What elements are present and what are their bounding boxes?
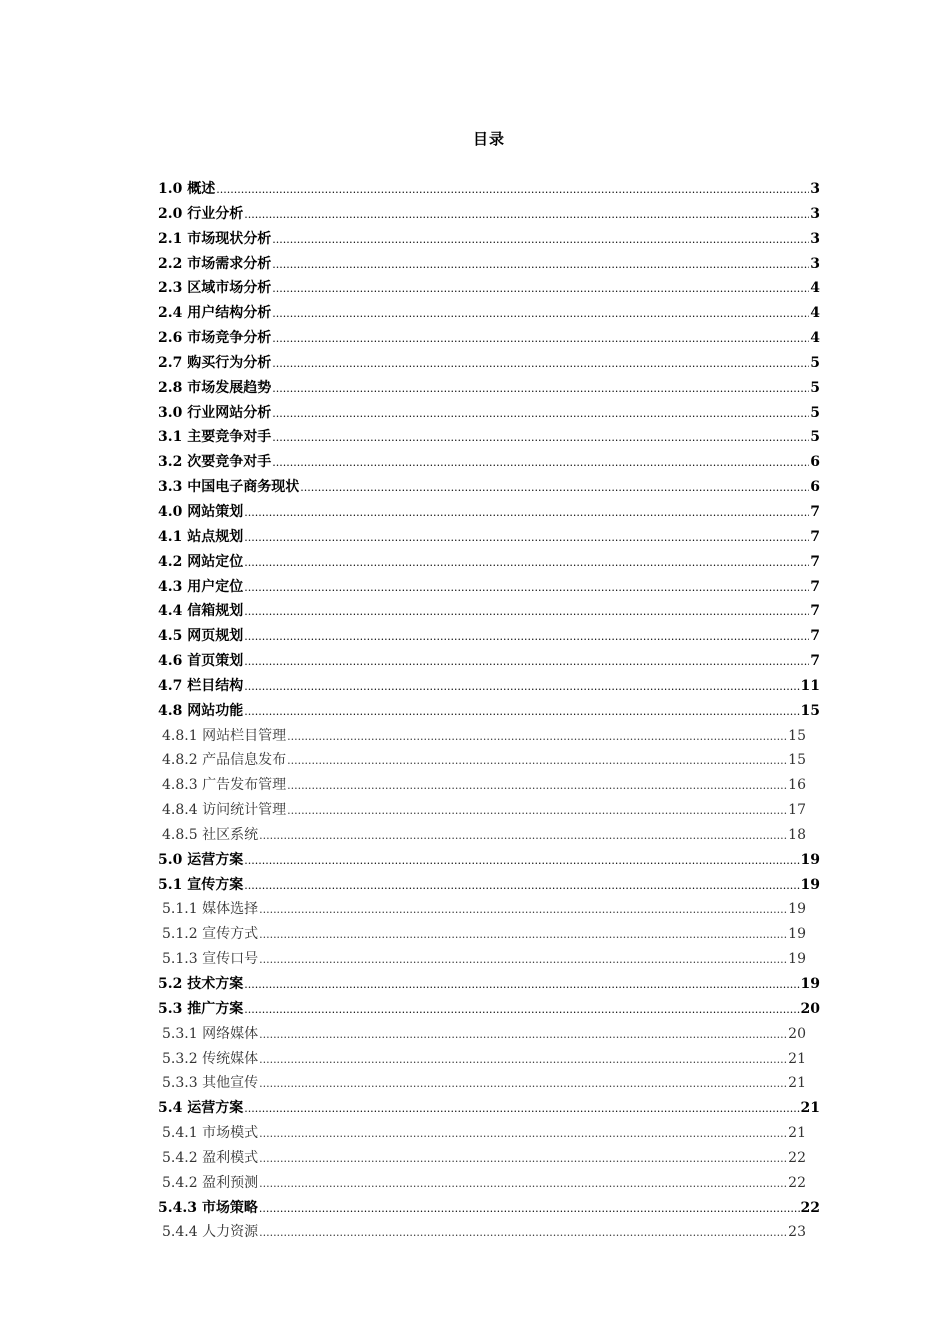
toc-entry-label: 4.2 网站定位 [158,553,244,570]
toc-dot-leader [287,725,787,749]
toc-entry-label: 5.1 宣传方案 [158,876,244,893]
toc-entry[interactable] [158,326,820,351]
toc-dot-leader [259,948,787,972]
toc-entry[interactable] [158,202,820,227]
toc-entry[interactable] [158,823,806,848]
toc-entry-page-number: 4 [810,280,820,297]
toc-entry-label: 4.0 网站策划 [158,503,244,520]
toc-entry-label: 3.1 主要竞争对手 [158,429,272,446]
toc-entry[interactable] [158,376,820,401]
toc-entry-page-number: 15 [800,702,820,719]
toc-entry-page-number: 7 [810,628,820,645]
toc-entry-page-number: 5 [810,404,820,421]
toc-dot-leader [259,1048,787,1072]
toc-entry-page-number: 5 [810,354,820,371]
toc-entry-page-number: 20 [788,1025,806,1042]
toc-entry[interactable] [158,227,820,252]
toc-entry-page-number: 17 [788,802,806,819]
toc-entry[interactable] [158,897,806,922]
toc-entry-page-number: 5 [810,429,820,446]
toc-entry-label: 1.0 概述 [158,181,216,197]
toc-entry-label: 5.4.2 盈利预测 [162,1174,259,1191]
toc-entry-page-number: 11 [800,677,820,694]
toc-entry[interactable] [158,947,806,972]
toc-entry-label: 4.1 站点规划 [158,528,244,545]
toc-entry-label: 4.4 信箱规划 [158,603,244,620]
toc-dot-leader [272,402,809,426]
toc-entry[interactable] [158,1171,806,1196]
toc-entry-page-number: 4 [810,330,820,347]
toc-entry[interactable] [158,525,820,550]
toc-entry-label: 5.3.2 传统媒体 [162,1050,259,1067]
toc-entry-page-number: 7 [810,503,820,520]
toc-dot-leader [287,799,787,823]
toc-dot-leader [259,1147,787,1171]
toc-entry-label: 5.4.2 盈利模式 [162,1149,259,1166]
toc-entry[interactable] [158,252,820,277]
toc-entry[interactable] [158,873,820,898]
toc-entry-label: 2.0 行业分析 [158,205,244,222]
toc-dot-leader [259,1197,800,1221]
toc-entry[interactable] [158,972,820,997]
toc-entry-page-number: 4 [810,305,820,322]
toc-entry[interactable] [158,773,806,798]
toc-dot-leader [259,1122,787,1146]
toc-entry-label: 5.0 运营方案 [158,851,244,868]
toc-entry-label: 4.5 网页规划 [158,628,244,645]
toc-entry-label: 4.8 网站功能 [158,702,244,719]
toc-entry-page-number: 21 [788,1125,806,1142]
toc-entry-label: 3.0 行业网站分析 [158,404,272,421]
toc-entry-page-number: 3 [810,255,820,272]
toc-dot-leader [244,675,799,699]
toc-entry-page-number: 20 [800,1000,820,1017]
toc-entry-page-number: 7 [810,553,820,570]
toc-entry-label: 3.3 中国电子商务现状 [158,479,300,496]
toc-dot-leader [244,526,809,550]
toc-dot-leader [216,178,809,202]
toc-entry-label: 5.4 运营方案 [158,1100,244,1117]
toc-entry[interactable] [158,575,820,600]
toc-entry[interactable] [158,500,820,525]
toc-entry-page-number: 16 [788,777,806,794]
toc-entry[interactable] [158,1146,806,1171]
toc-entry-page-number: 23 [788,1224,806,1241]
toc-dot-leader [272,327,809,351]
toc-entry[interactable] [158,1096,820,1121]
toc-entry-label: 5.1.1 媒体选择 [162,901,259,918]
toc-entry-label: 5.1.2 宣传方式 [162,926,259,943]
toc-entry[interactable] [158,1121,806,1146]
toc-entry[interactable] [158,1196,820,1221]
toc-entry-label: 4.8.3 广告发布管理 [162,777,287,794]
toc-entry-label: 5.2 技术方案 [158,976,244,992]
toc-entry-page-number: 18 [788,826,806,843]
toc-entry[interactable] [158,724,806,749]
toc-title: 目录 [472,130,505,148]
toc-entry[interactable] [158,425,820,450]
toc-dot-leader [300,476,809,500]
toc-entry-page-number: 15 [788,752,806,769]
toc-entry-page-number: 22 [788,1174,806,1191]
toc-entry[interactable] [158,450,820,475]
toc-dot-leader [244,501,809,525]
toc-dot-leader [287,774,787,798]
toc-entry[interactable] [158,798,806,823]
toc-dot-leader [272,352,809,376]
toc-entry-page-number: 5 [810,379,820,396]
toc-dot-leader [244,998,799,1022]
toc-dot-leader [259,1221,787,1245]
toc-entry[interactable] [158,1022,806,1047]
toc-entry-page-number: 19 [800,876,820,893]
toc-entry-label: 5.4.1 市场模式 [162,1125,259,1142]
toc-entry[interactable] [158,550,820,575]
toc-entry[interactable] [158,997,820,1022]
toc-dot-leader [259,1072,787,1096]
toc-dot-leader [272,377,809,401]
toc-entry-page-number: 22 [800,1199,820,1216]
toc-entry[interactable] [158,699,820,724]
toc-entry-page-number: 7 [810,653,820,670]
toc-entry-page-number: 6 [810,454,820,471]
toc-dot-leader [272,228,809,252]
toc-entry-page-number: 3 [810,181,820,197]
toc-dot-leader [259,923,787,947]
toc-entry-page-number: 3 [810,205,820,222]
toc-entry-page-number: 19 [800,851,820,868]
toc-entry-page-number: 19 [788,901,806,918]
toc-entry[interactable] [158,649,820,674]
toc-entry-page-number: 7 [810,578,820,595]
toc-entry-page-number: 6 [810,479,820,496]
toc-entry[interactable] [158,599,820,624]
toc-dot-leader [287,749,787,773]
toc-entry[interactable] [158,624,820,649]
toc-entry-label: 2.7 购买行为分析 [158,354,272,371]
toc-entry-page-number: 7 [810,603,820,620]
toc-entry-label: 2.8 市场发展趋势 [158,379,272,396]
toc-dot-leader [259,1172,787,1196]
toc-entry-page-number: 19 [800,976,820,992]
toc-dot-leader [259,1023,787,1047]
toc-dot-leader [259,898,787,922]
toc-entry-page-number: 3 [810,230,820,247]
toc-entry-page-number: 21 [788,1075,806,1092]
toc-entry-label: 5.4.4 人力资源 [162,1224,259,1241]
toc-dot-leader [244,551,809,575]
toc-entry-label: 4.8.5 社区系统 [162,826,259,843]
toc-dot-leader [272,277,809,301]
toc-entry-label: 2.6 市场竞争分析 [158,330,272,347]
toc-entry[interactable] [158,674,820,699]
toc-entry-page-number: 22 [788,1149,806,1166]
toc-entry-label: 5.4.3 市场策略 [158,1199,258,1216]
toc-entry-label: 5.1.3 宣传口号 [162,951,259,968]
toc-entry-label: 5.3 推广方案 [158,1000,244,1017]
toc-dot-leader [244,700,799,724]
toc-dot-leader [244,625,809,649]
toc-entry-label: 2.1 市场现状分析 [158,230,272,247]
toc-dot-leader [244,650,809,674]
toc-entry[interactable] [158,351,820,376]
toc-list [158,177,820,1245]
toc-entry[interactable] [158,301,820,326]
toc-entry[interactable] [158,922,806,947]
toc-dot-leader [244,576,809,600]
toc-entry-page-number: 19 [788,951,806,968]
toc-entry-label: 4.8.2 产品信息发布 [162,752,287,769]
toc-entry-label: 4.8.1 网站栏目管理 [162,727,287,744]
toc-entry-label: 4.8.4 访问统计管理 [162,802,287,819]
toc-entry[interactable] [158,1220,806,1245]
toc-entry-label: 2.3 区域市场分析 [158,280,272,297]
toc-entry[interactable] [158,1071,806,1096]
toc-entry[interactable] [158,748,806,773]
toc-entry[interactable] [158,848,820,873]
toc-entry-page-number: 15 [788,727,806,744]
toc-entry-label: 4.3 用户定位 [158,578,244,595]
toc-dot-leader [244,849,799,873]
toc-dot-leader [244,874,799,898]
toc-entry-page-number: 21 [788,1050,806,1067]
toc-entry[interactable] [158,177,820,202]
toc-entry-label: 2.4 用户结构分析 [158,305,272,322]
toc-dot-leader [272,302,809,326]
toc-entry-label: 5.3.1 网络媒体 [162,1025,259,1042]
toc-dot-leader [244,1097,799,1121]
toc-dot-leader [272,426,809,450]
toc-dot-leader [244,600,809,624]
toc-entry-page-number: 7 [810,528,820,545]
toc-entry[interactable] [158,1047,806,1072]
toc-entry-label: 5.3.3 其他宣传 [162,1075,259,1092]
toc-dot-leader [272,451,809,475]
toc-dot-leader [244,203,809,227]
toc-entry-page-number: 21 [800,1100,820,1117]
toc-entry-page-number: 19 [788,926,806,943]
toc-entry[interactable] [158,401,820,426]
toc-entry-label: 4.7 栏目结构 [158,677,244,694]
toc-entry-label: 3.2 次要竞争对手 [158,454,272,471]
toc-entry[interactable] [158,276,820,301]
toc-entry[interactable] [158,475,820,500]
toc-entry-label: 4.6 首页策划 [158,653,244,670]
toc-dot-leader [259,824,787,848]
toc-dot-leader [272,253,809,277]
toc-entry-label: 2.2 市场需求分析 [158,255,272,272]
toc-dot-leader [244,973,799,997]
